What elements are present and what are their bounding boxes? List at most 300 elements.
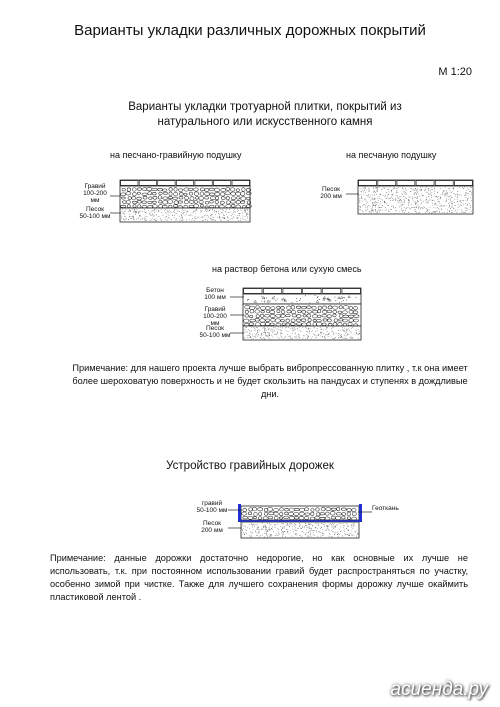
sand-grain xyxy=(265,529,266,530)
sand-grain xyxy=(295,533,296,534)
sand-grain xyxy=(322,529,323,530)
sand-grain xyxy=(270,524,271,525)
sand-grain xyxy=(347,523,348,524)
sand-grain xyxy=(348,529,349,530)
sand-grain xyxy=(283,534,284,535)
sand-grain xyxy=(275,524,276,525)
sand-grain xyxy=(329,524,330,525)
sand-grain xyxy=(284,526,285,527)
sand-grain xyxy=(255,531,256,532)
label-gravel-thickness: 50-100 мм xyxy=(196,507,228,514)
sand-grain xyxy=(278,529,279,530)
sand-grain xyxy=(265,526,266,527)
sand-grain xyxy=(351,527,352,528)
sand-grain xyxy=(275,527,276,528)
sand-grain xyxy=(337,532,338,533)
sand-grain xyxy=(343,525,344,526)
sand-grain xyxy=(297,528,298,529)
page-title: Варианты укладки различных дорожных покрытий xyxy=(74,22,426,39)
label-concrete-name: Бетон xyxy=(206,287,224,294)
sand-grain xyxy=(278,532,279,533)
sand-grain xyxy=(326,530,327,531)
sand-grain xyxy=(266,529,267,530)
sand-grain xyxy=(282,527,283,528)
sand-grain xyxy=(294,525,295,526)
sand-grain xyxy=(317,536,318,537)
sand-grain xyxy=(281,529,282,530)
sand-grain xyxy=(267,523,268,524)
sand-grain xyxy=(344,525,345,526)
label-gravel-thickness: 100-200 мм xyxy=(83,190,107,204)
sand-grain xyxy=(321,527,322,528)
sand-grain xyxy=(278,535,279,536)
sand-grain xyxy=(309,532,310,533)
label-sand-thickness: 50-100 мм xyxy=(79,213,111,220)
sand-grain xyxy=(271,535,272,536)
sand-grain xyxy=(306,527,307,528)
sand-grain xyxy=(243,532,244,533)
sand-grain xyxy=(282,528,283,529)
label-gravel-name: Гравий xyxy=(84,183,106,190)
sand-grain xyxy=(269,529,270,530)
sand-grain xyxy=(263,527,264,528)
note-gravel-paths: Примечание: данные дорожки достаточно недорогие, но как основные их лучше не использовать, т.к. при постоянном использовании гравий будет распространяться по участку, особенно зимой при чистке. Также для лучшего сохранения формы дорожку лучше окаймить пластиковой лентой . xyxy=(50,553,468,602)
sand-grain xyxy=(250,537,251,538)
sand-grain xyxy=(284,531,285,532)
sand-grain xyxy=(323,535,324,536)
sand-grain xyxy=(259,536,260,537)
sand-grain xyxy=(256,532,257,533)
sand-grain xyxy=(250,531,251,532)
sand-grain xyxy=(281,532,282,533)
label-geotextile: Геоткань xyxy=(372,505,399,512)
sand-grain xyxy=(331,537,332,538)
sand-grain xyxy=(292,529,293,530)
sand-grain xyxy=(326,526,327,527)
sand-grain xyxy=(313,530,314,531)
sand-grain xyxy=(334,532,335,533)
sand-grain xyxy=(322,535,323,536)
sand-grain xyxy=(270,530,271,531)
sand-grain xyxy=(282,531,283,532)
sand-grain xyxy=(345,533,346,534)
note-tile-recommendation: Примечание: для нашего проекта лучше выбрать вибропрессованную плитку , т.к она имеет более шероховатую поверхность и не будет скользить на пандусах и ступенях в дождливые дни. xyxy=(72,363,468,399)
sand-grain xyxy=(304,532,305,533)
sand-grain xyxy=(300,525,301,526)
sand-grain xyxy=(249,535,250,536)
sand-grain xyxy=(308,524,309,525)
sand-grain xyxy=(308,528,309,529)
sand-grain xyxy=(305,525,306,526)
sand-grain xyxy=(283,532,284,533)
sand-grain xyxy=(267,535,268,536)
sand-grain xyxy=(299,526,300,527)
sand-grain xyxy=(354,523,355,524)
sand-grain xyxy=(249,524,250,525)
sand-grain xyxy=(300,535,301,536)
sand-grain xyxy=(277,533,278,534)
sand-grain xyxy=(322,533,323,534)
sand-grain xyxy=(292,527,293,528)
sand-grain xyxy=(313,532,314,533)
sand-grain xyxy=(331,524,332,525)
sand-grain xyxy=(316,527,317,528)
label-sand-thickness: 200 мм xyxy=(320,193,342,200)
sand-grain xyxy=(295,528,296,529)
diagram-caption-concrete-base: на раствор бетона или сухую смесь xyxy=(212,264,362,274)
sand-grain xyxy=(322,523,323,524)
sand-grain xyxy=(265,527,266,528)
sand-grain xyxy=(257,529,258,530)
sand-grain xyxy=(275,535,276,536)
sand-grain xyxy=(317,528,318,529)
sand-grain xyxy=(291,523,292,524)
border-right-edge xyxy=(359,504,362,522)
sand-grain xyxy=(320,536,321,537)
sand-grain xyxy=(304,527,305,528)
sand-grain xyxy=(287,529,288,530)
sand-grain xyxy=(282,535,283,536)
sand-grain xyxy=(277,535,278,536)
sand-grain xyxy=(339,529,340,530)
sand-grain xyxy=(265,525,266,526)
sand-grain xyxy=(271,536,272,537)
sand-grain xyxy=(243,528,244,529)
sand-grain xyxy=(270,529,271,530)
sand-grain xyxy=(327,525,328,526)
sand-grain xyxy=(272,529,273,530)
sand-grain xyxy=(310,533,311,534)
sand-grain xyxy=(305,523,306,524)
sand-grain xyxy=(253,524,254,525)
sand-grain xyxy=(351,525,352,526)
sand-grain xyxy=(286,529,287,530)
sand-grain xyxy=(268,531,269,532)
sand-grain xyxy=(296,525,297,526)
sand-grain xyxy=(243,534,244,535)
sand-grain xyxy=(357,533,358,534)
sand-grain xyxy=(251,523,252,524)
sand-grain xyxy=(258,533,259,534)
sand-grain xyxy=(345,535,346,536)
sand-grain xyxy=(244,526,245,527)
sand-grain xyxy=(344,529,345,530)
sand-grain xyxy=(315,527,316,528)
sand-grain xyxy=(263,526,264,527)
label-gravel-4 xyxy=(194,500,230,514)
sand-grain xyxy=(332,523,333,524)
sand-grain xyxy=(343,527,344,528)
label-sand-name: Песок xyxy=(321,186,341,193)
sand-grain xyxy=(310,528,311,529)
sand-grain xyxy=(353,524,354,525)
sand-grain xyxy=(337,524,338,525)
label-sand-4 xyxy=(194,520,230,534)
diagram-caption-sand-cushion: на песчаную подушку xyxy=(346,150,437,160)
sand-grain xyxy=(289,524,290,525)
sand-grain xyxy=(257,528,258,529)
sand-grain xyxy=(262,528,263,529)
sand-grain xyxy=(349,535,350,536)
sand-grain xyxy=(355,532,356,533)
sand-grain xyxy=(302,531,303,532)
sand-grain xyxy=(293,531,294,532)
label-sand-thickness: 50-100 мм xyxy=(199,332,231,339)
sand-grain xyxy=(273,531,274,532)
scale-label: М 1:20 xyxy=(438,66,472,78)
sand-grain xyxy=(256,535,257,536)
sand-grain xyxy=(260,535,261,536)
sand-grain xyxy=(356,530,357,531)
sand-grain xyxy=(301,528,302,529)
sand-grain xyxy=(289,533,290,534)
sand-grain xyxy=(355,531,356,532)
sand-grain xyxy=(353,526,354,527)
sand-grain xyxy=(270,534,271,535)
sand-grain xyxy=(312,526,313,527)
sand-grain xyxy=(282,524,283,525)
sand-grain xyxy=(320,532,321,533)
sand-grain xyxy=(348,526,349,527)
sand-grain xyxy=(245,532,246,533)
sand-grain xyxy=(285,531,286,532)
sand-grain xyxy=(306,525,307,526)
sand-grain xyxy=(309,524,310,525)
sand-grain xyxy=(331,530,332,531)
sand-grain xyxy=(307,536,308,537)
sand-grain xyxy=(316,530,317,531)
sand-grain xyxy=(259,532,260,533)
sand-grain xyxy=(311,528,312,529)
sand-grain xyxy=(358,534,359,535)
sand-grain xyxy=(285,536,286,537)
sand-grain xyxy=(277,524,278,525)
sand-grain xyxy=(335,526,336,527)
sand-grain xyxy=(351,524,352,525)
sand-grain xyxy=(251,537,252,538)
sand-grain xyxy=(353,528,354,529)
sand-grain xyxy=(329,526,330,527)
sand-grain xyxy=(282,536,283,537)
sand-grain xyxy=(246,530,247,531)
sand-grain xyxy=(342,536,343,537)
sand-grain xyxy=(298,528,299,529)
section-title-paving: Варианты укладки тротуарной плитки, покрытий из натурального или искусственного камня xyxy=(128,101,402,128)
sand-grain xyxy=(312,530,313,531)
sand-grain xyxy=(257,529,258,530)
sand-grain xyxy=(336,525,337,526)
sand-grain xyxy=(310,530,311,531)
label-gravel-name: Гравий xyxy=(204,306,226,313)
sand-grain xyxy=(266,529,267,530)
sand-grain xyxy=(266,527,267,528)
label-gravel-thickness: 100-200 мм xyxy=(203,313,227,327)
sand-grain xyxy=(318,525,319,526)
sand-grain xyxy=(311,536,312,537)
sand-grain xyxy=(348,535,349,536)
sand-grain xyxy=(284,528,285,529)
sand-grain xyxy=(333,528,334,529)
sand-grain xyxy=(269,527,270,528)
sand-grain xyxy=(261,529,262,530)
sand-grain xyxy=(242,525,243,526)
label-gravel-name: гравий xyxy=(201,500,223,507)
sand-grain xyxy=(301,537,302,538)
label-sand-name: Песок xyxy=(202,520,222,527)
sand-grain xyxy=(269,523,270,524)
sand-grain xyxy=(242,530,243,531)
sand-grain xyxy=(277,529,278,530)
sand-grain xyxy=(310,534,311,535)
sand-grain xyxy=(354,535,355,536)
sand-grain xyxy=(290,530,291,531)
sand-grain xyxy=(272,527,273,528)
sand-grain xyxy=(347,525,348,526)
sand-grain xyxy=(279,533,280,534)
label-concrete-thickness: 100 мм xyxy=(204,294,226,301)
sand-grain xyxy=(259,531,260,532)
sand-grain xyxy=(309,526,310,527)
sand-grain xyxy=(247,527,248,528)
sand-grain xyxy=(252,532,253,533)
sand-grain xyxy=(252,525,253,526)
sand-grain xyxy=(266,531,267,532)
sand-grain xyxy=(347,534,348,535)
sand-grain xyxy=(316,532,317,533)
sand-grain xyxy=(264,537,265,538)
sand-grain xyxy=(267,535,268,536)
sand-grain xyxy=(271,524,272,525)
sand-grain xyxy=(351,530,352,531)
sand-grain xyxy=(294,529,295,530)
sand-grain xyxy=(258,529,259,530)
sand-grain xyxy=(305,534,306,535)
sand-grain xyxy=(267,531,268,532)
sand-grain xyxy=(266,531,267,532)
sand-grain xyxy=(282,523,283,524)
sand-grain xyxy=(309,536,310,537)
sand-grain xyxy=(333,524,334,525)
sand-grain xyxy=(282,533,283,534)
sand-grain xyxy=(323,534,324,535)
sand-grain xyxy=(251,535,252,536)
sand-grain xyxy=(304,526,305,527)
watermark: асиенда.ру xyxy=(390,679,488,700)
sand-grain xyxy=(356,536,357,537)
sand-grain xyxy=(327,528,328,529)
sand-grain xyxy=(287,531,288,532)
sand-grain xyxy=(308,535,309,536)
sand-grain xyxy=(314,530,315,531)
sand-grain xyxy=(265,525,266,526)
sand-grain xyxy=(299,523,300,524)
layer-sand xyxy=(241,522,359,538)
sand-grain xyxy=(257,535,258,536)
sand-grain xyxy=(315,523,316,524)
sand-grain xyxy=(249,529,250,530)
layer-gravel xyxy=(241,506,359,520)
sand-grain xyxy=(287,524,288,525)
sand-grain xyxy=(343,523,344,524)
sand-grain xyxy=(348,534,349,535)
sand-grain xyxy=(291,523,292,524)
sand-grain xyxy=(283,524,284,525)
label-sand-name: Песок xyxy=(205,325,225,332)
sand-grain xyxy=(263,529,264,530)
sand-grain xyxy=(335,527,336,528)
sand-grain xyxy=(291,536,292,537)
sand-grain xyxy=(348,530,349,531)
sand-grain xyxy=(324,526,325,527)
sand-grain xyxy=(340,523,341,524)
sand-grain xyxy=(353,526,354,527)
sand-grain xyxy=(263,527,264,528)
sand-grain xyxy=(310,532,311,533)
sand-grain xyxy=(334,523,335,524)
sand-grain xyxy=(265,526,266,527)
sand-grain xyxy=(264,533,265,534)
sand-grain xyxy=(266,533,267,534)
sand-grain xyxy=(252,527,253,528)
diagram-caption-gravel-cushion: на песчано-гравийную подушку xyxy=(110,150,242,160)
sand-grain xyxy=(327,526,328,527)
sand-grain xyxy=(302,527,303,528)
sand-grain xyxy=(286,525,287,526)
sand-grain xyxy=(318,531,319,532)
sand-grain xyxy=(295,534,296,535)
sand-grain xyxy=(270,535,271,536)
sand-grain xyxy=(271,528,272,529)
sand-grain xyxy=(259,530,260,531)
sand-grain xyxy=(318,523,319,524)
sand-grain xyxy=(307,532,308,533)
sand-grain xyxy=(287,532,288,533)
sand-grain xyxy=(316,523,317,524)
sand-grain xyxy=(244,534,245,535)
label-sand-name: Песок xyxy=(85,206,105,213)
sand-grain xyxy=(351,535,352,536)
sand-grain xyxy=(289,526,290,527)
sand-grain xyxy=(332,525,333,526)
sand-grain xyxy=(339,523,340,524)
sand-grain xyxy=(288,525,289,526)
sand-grain xyxy=(322,533,323,534)
sand-grain xyxy=(251,524,252,525)
sand-grain xyxy=(330,534,331,535)
sand-grain xyxy=(358,534,359,535)
sand-grain xyxy=(311,529,312,530)
sand-grain xyxy=(327,526,328,527)
sand-grain xyxy=(258,526,259,527)
sand-grain xyxy=(352,535,353,536)
sand-grain xyxy=(283,527,284,528)
sand-grain xyxy=(332,526,333,527)
sand-grain xyxy=(338,536,339,537)
sand-grain xyxy=(319,532,320,533)
sand-grain xyxy=(253,529,254,530)
sand-grain xyxy=(325,530,326,531)
sand-grain xyxy=(309,528,310,529)
sand-grain xyxy=(262,535,263,536)
sand-grain xyxy=(245,526,246,527)
sand-grain xyxy=(313,534,314,535)
sand-grain xyxy=(242,529,243,530)
sand-grain xyxy=(297,530,298,531)
sand-grain xyxy=(300,528,301,529)
sand-grain xyxy=(346,528,347,529)
section-title-gravel-paths: Устройство гравийных дорожек xyxy=(166,460,334,472)
sand-grain xyxy=(269,536,270,537)
